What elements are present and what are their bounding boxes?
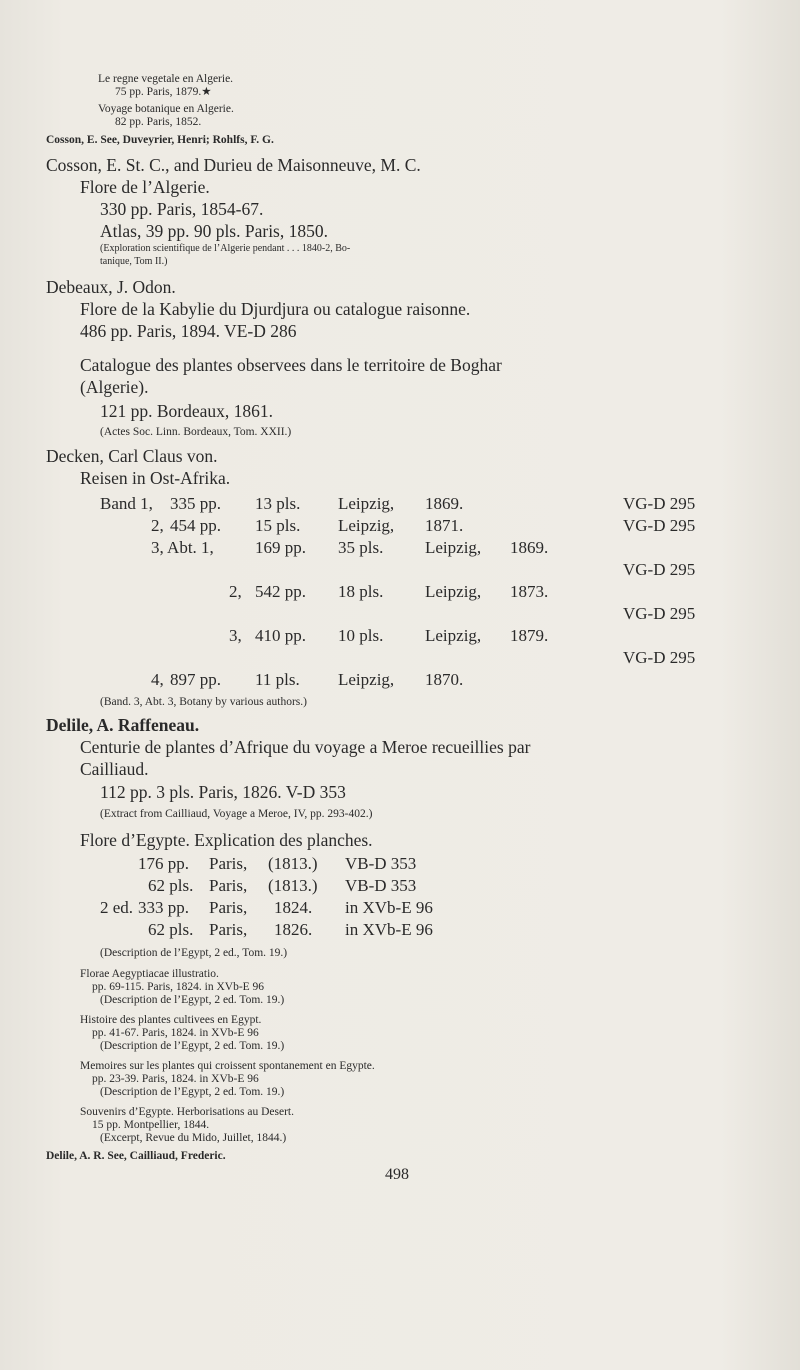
note-line: (Excerpt, Revue du Mido, Juillet, 1844.) — [100, 1132, 287, 1144]
title-line: Memoires sur les plantes qui croissent spontanement en Egypte. — [80, 1060, 375, 1072]
title-line: Florae Aegyptiacae illustratio. — [80, 968, 219, 980]
city: Leipzig, — [338, 670, 395, 689]
note-line: (Exploration scientifique de l’Algerie pendant . . . 1840-2, Bo- — [100, 243, 351, 254]
entry-line: Voyage botanique en Algerie. — [98, 103, 234, 115]
entry-line: 330 pp. Paris, 1854-67. — [100, 199, 264, 219]
entry-line: Atlas, 39 pp. 90 pls. Paris, 1850. — [100, 221, 328, 241]
plates: 15 pls. — [255, 516, 301, 535]
title-line: Histoire des plantes cultivees en Egypt. — [80, 1014, 262, 1026]
city: Paris, — [209, 898, 248, 917]
author-heading: Decken, Carl Claus von. — [46, 446, 218, 466]
year: 1871. — [425, 516, 464, 535]
pages: 335 pp. — [170, 494, 221, 513]
author-heading: Delile, A. Raffeneau. — [46, 715, 200, 735]
volume-label: 2, — [229, 582, 242, 601]
volume-label: 2, — [151, 516, 164, 535]
edition-row — [0, 920, 800, 942]
author-heading: Debeaux, J. Odon. — [46, 277, 176, 297]
pages: 410 pp. — [255, 626, 306, 645]
plates: 18 pls. — [338, 582, 384, 601]
title-line: Catalogue des plantes observees dans le territoire de Boghar — [80, 355, 502, 375]
pages: 454 pp. — [170, 516, 221, 535]
note-line: (Description de l’Egypt, 2 ed. Tom. 19.) — [100, 1040, 285, 1052]
title-line: Cailliaud. — [80, 759, 149, 779]
call-number: VG-D 295 — [623, 516, 696, 535]
volume-row — [0, 516, 800, 538]
plates: 35 pls. — [338, 538, 384, 557]
call-number: in XVb-E 96 — [345, 920, 433, 939]
title-line: Flore d’Egypte. Explication des planches. — [80, 830, 373, 850]
entry-line: 112 pp. 3 pls. Paris, 1826. V-D 353 — [100, 782, 346, 802]
volume-label: 3, — [229, 626, 242, 645]
entry-line: pp. 41-67. Paris, 1824. in XVb-E 96 — [92, 1027, 259, 1039]
volume-row — [0, 494, 800, 516]
year: 1869. — [425, 494, 464, 513]
plates: 10 pls. — [338, 626, 384, 645]
volume-row — [0, 538, 800, 582]
pages: 542 pp. — [255, 582, 306, 601]
call-number: VB-D 353 — [345, 876, 417, 895]
page-number: 498 — [385, 1166, 409, 1183]
city: Leipzig, — [425, 626, 482, 645]
note-line: (Description de l’Egypt, 2 ed., Tom. 19.) — [100, 947, 288, 959]
title-line: Reisen in Ost-Afrika. — [80, 468, 231, 488]
pages: 176 pp. — [138, 854, 189, 873]
pages: 169 pp. — [255, 538, 306, 557]
city: Leipzig, — [425, 582, 482, 601]
title-line: Flore de la Kabylie du Djurdjura ou catalogue raisonne. — [80, 299, 471, 319]
year: 1873. — [510, 582, 549, 601]
plates: 11 pls. — [255, 670, 300, 689]
entry-line: pp. 23-39. Paris, 1824. in XVb-E 96 — [92, 1073, 259, 1085]
pages: 62 pls. — [148, 920, 194, 939]
city: Leipzig, — [338, 516, 395, 535]
city: Paris, — [209, 876, 248, 895]
note-line: (Actes Soc. Linn. Bordeaux, Tom. XXII.) — [100, 426, 292, 438]
volume-row — [0, 670, 800, 692]
edition-row — [0, 854, 800, 876]
city: Leipzig, — [425, 538, 482, 557]
year: (1813.) — [268, 854, 318, 873]
call-number: VG-D 295 — [623, 560, 696, 579]
call-number: in XVb-E 96 — [345, 898, 433, 917]
author-heading: Cosson, E. St. C., and Durieu de Maisonneuve, M. C. — [46, 155, 421, 175]
entry-line: 75 pp. Paris, 1879.★ — [115, 86, 212, 98]
entry-line: 121 pp. Bordeaux, 1861. — [100, 401, 274, 421]
plates: 13 pls. — [255, 494, 301, 513]
note-line: (Extract from Cailliaud, Voyage a Meroe, IV, pp. 293-402.) — [100, 808, 373, 820]
note-line: tanique, Tom II.) — [100, 256, 168, 267]
year: 1870. — [425, 670, 464, 689]
entry-line: pp. 69-115. Paris, 1824. in XVb-E 96 — [92, 981, 265, 993]
call-number: VG-D 295 — [623, 648, 696, 667]
entry-line: 82 pp. Paris, 1852. — [115, 116, 202, 128]
call-number: VG-D 295 — [623, 494, 696, 513]
year: 1869. — [510, 538, 549, 557]
volume-label: Band 1, — [100, 494, 153, 513]
edition-row — [0, 876, 800, 898]
title-line: Centurie de plantes d’Afrique du voyage a Meroe recueillies par — [80, 737, 531, 757]
edition: 2 ed. — [100, 898, 134, 917]
entry-line: 15 pp. Montpellier, 1844. — [92, 1119, 210, 1131]
city: Leipzig, — [338, 494, 395, 513]
year: 1824. — [274, 898, 313, 917]
year: (1813.) — [268, 876, 318, 895]
year: 1879. — [510, 626, 549, 645]
city: Paris, — [209, 854, 248, 873]
volume-label: 3, Abt. 1, — [151, 538, 214, 557]
title-line: Souvenirs d’Egypte. Herborisations au Desert. — [80, 1106, 294, 1118]
volume-label: 4, — [151, 670, 164, 689]
entry-line: Le regne vegetale en Algerie. — [98, 73, 234, 85]
note-line: (Description de l’Egypt, 2 ed. Tom. 19.) — [100, 1086, 285, 1098]
pages: 62 pls. — [148, 876, 194, 895]
edition-row — [0, 898, 800, 920]
pages: 333 pp. — [138, 898, 189, 917]
year: 1826. — [274, 920, 313, 939]
call-number: VG-D 295 — [623, 604, 696, 623]
volume-row — [0, 582, 800, 626]
see-also-line: Delile, A. R. See, Cailliaud, Frederic. — [46, 1150, 226, 1162]
title-line: Flore de l’Algerie. — [80, 177, 210, 197]
note-line: (Band. 3, Abt. 3, Botany by various authors.) — [100, 696, 307, 708]
title-line: (Algerie). — [80, 377, 149, 397]
call-number: VB-D 353 — [345, 854, 417, 873]
city: Paris, — [209, 920, 248, 939]
volume-row — [0, 626, 800, 670]
pages: 897 pp. — [170, 670, 221, 689]
entry-line: 486 pp. Paris, 1894. VE-D 286 — [80, 321, 297, 341]
note-line: (Description de l’Egypt, 2 ed. Tom. 19.) — [100, 994, 285, 1006]
see-also-line: Cosson, E. See, Duveyrier, Henri; Rohlfs, F. G. — [46, 134, 274, 146]
